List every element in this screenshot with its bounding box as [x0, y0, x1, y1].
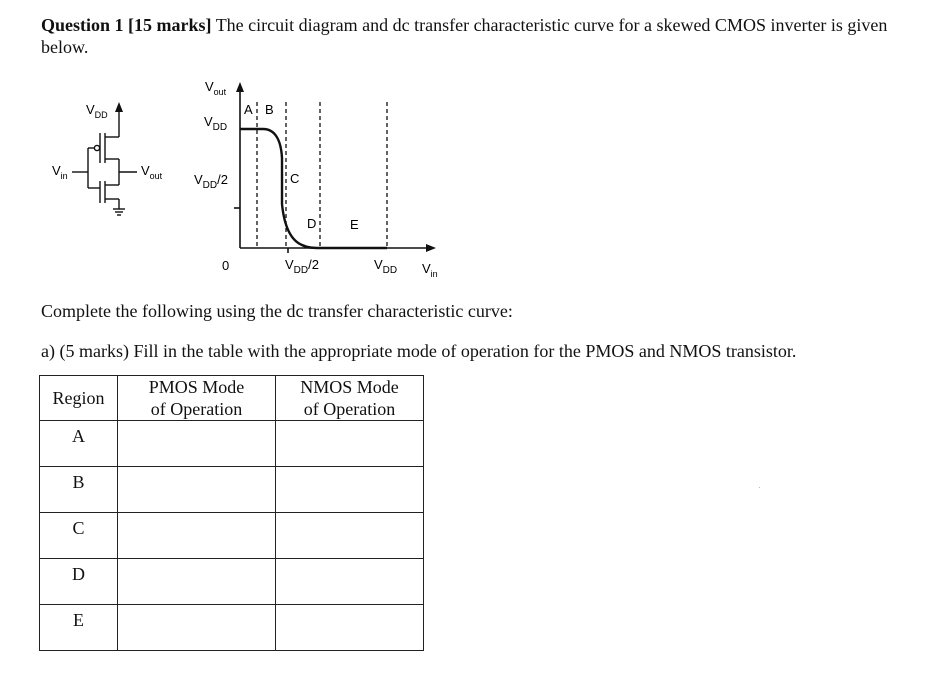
mode-table	[39, 375, 424, 651]
pmos-answer-cell[interactable]	[118, 421, 276, 467]
region-cell: D	[40, 559, 118, 605]
table-row	[40, 421, 424, 467]
nmos-answer-cell[interactable]	[276, 559, 424, 605]
region-label-c: C	[290, 171, 300, 186]
vin-label: $V_{in}$	[52, 163, 68, 181]
table-row	[40, 605, 424, 651]
part-a-text: a) (5 marks) Fill in the table with the appropriate mode of operation for the PMOS and NMOS transistor.	[41, 341, 797, 361]
curve-axes	[234, 90, 428, 253]
region-cell: E	[40, 605, 118, 651]
y-axis-label: $V_{out}$	[205, 79, 227, 97]
region-cell: C	[40, 513, 118, 559]
x-axis-label: $V_{in}$	[422, 261, 438, 279]
region-cell: A	[40, 421, 118, 467]
table-header-row	[40, 376, 424, 421]
header-region: Region	[40, 376, 118, 421]
vout-label: $V_{out}$	[141, 163, 163, 181]
question-text: The circuit diagram and dc transfer characteristic curve for a skewed CMOS inverter is given below.	[41, 15, 888, 57]
region-label-a: A	[244, 102, 253, 117]
pmos-answer-cell[interactable]	[118, 513, 276, 559]
region-label-d: D	[307, 216, 317, 231]
pmos-answer-cell[interactable]	[118, 559, 276, 605]
region-label-b: B	[265, 102, 274, 117]
table-row	[40, 513, 424, 559]
pmos-answer-cell[interactable]	[118, 467, 276, 513]
nmos-answer-cell[interactable]	[276, 513, 424, 559]
y-tick-vdd: $V_{DD}$	[204, 114, 228, 133]
y-tick-half-vdd: $V_{DD}/2$	[194, 172, 228, 191]
x-tick-half-vdd: $V_{DD}/2$	[285, 257, 319, 276]
question-label: Question 1 [15 marks]	[41, 15, 212, 35]
pmos-answer-cell[interactable]	[118, 605, 276, 651]
region-cell: B	[40, 467, 118, 513]
table-row	[40, 467, 424, 513]
cmos-inverter-circuit	[30, 85, 180, 225]
region-boundaries	[257, 102, 387, 248]
table-row	[40, 559, 424, 605]
header-nmos: NMOS Mode of Operation	[276, 376, 424, 421]
nmos-answer-cell[interactable]	[276, 421, 424, 467]
header-pmos: PMOS Mode of Operation	[118, 376, 276, 421]
transfer-curve	[180, 76, 455, 291]
region-label-e: E	[350, 217, 359, 232]
instruction-text: Complete the following using the dc transfer characteristic curve:	[41, 301, 513, 321]
question-heading	[41, 14, 911, 58]
vdd-label: $V_{DD}$	[86, 102, 108, 120]
nmos-answer-cell[interactable]	[276, 605, 424, 651]
x-origin-label: 0	[222, 258, 230, 273]
x-tick-vdd: $V_{DD}$	[374, 257, 398, 276]
nmos-answer-cell[interactable]	[276, 467, 424, 513]
stray-dot	[759, 487, 760, 488]
